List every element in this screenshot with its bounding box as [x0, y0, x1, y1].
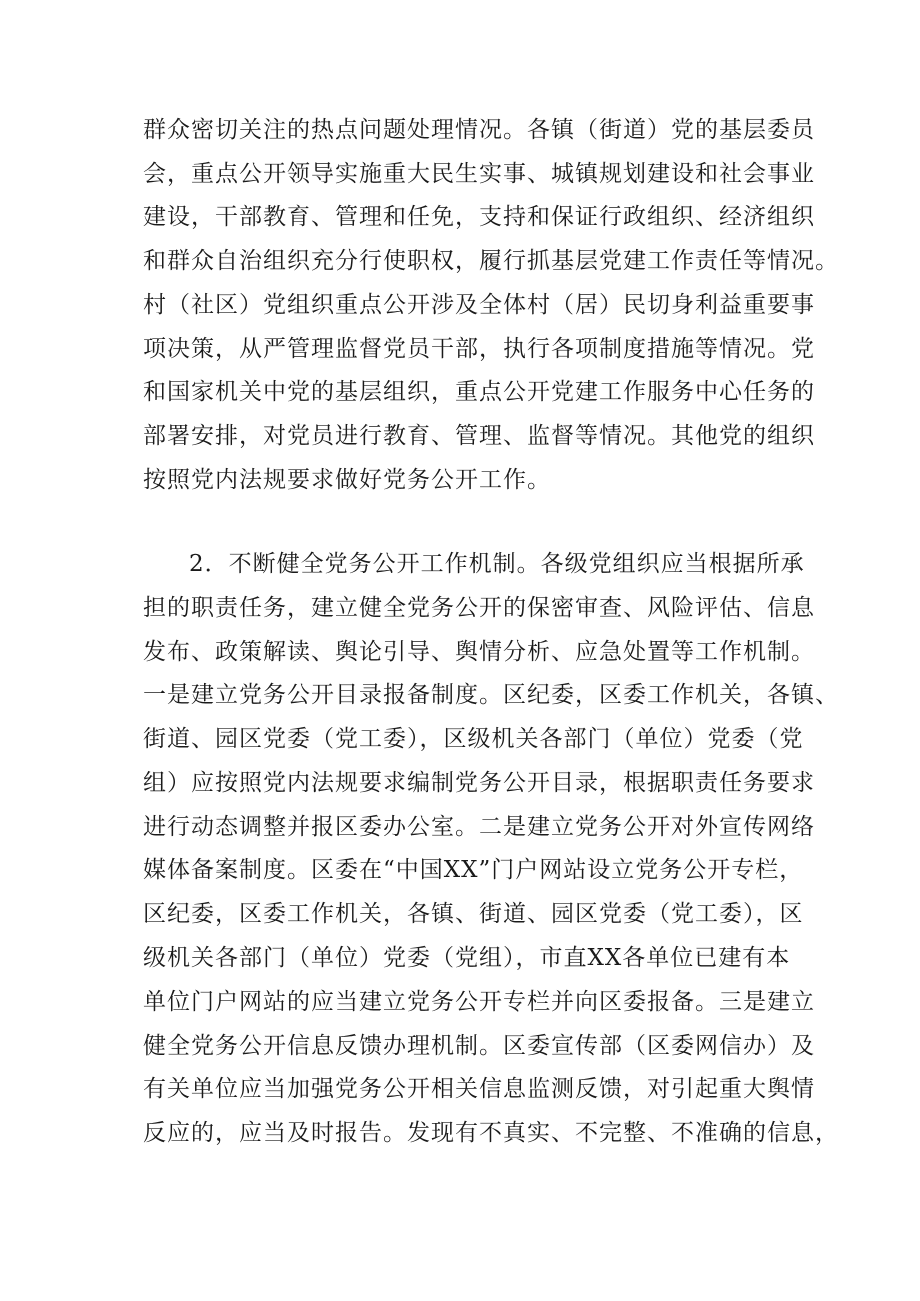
paragraph-1-line-7: 和国家机关中党的基层组织，重点公开党建工作服务中心任务的 — [143, 379, 815, 405]
paragraph-1-line-1: 群众密切关注的热点问题处理情况。各镇（街道）党的基层委员 — [143, 117, 815, 143]
paragraph-1-line-5: 村（社区）党组织重点公开涉及全体村（居）民切身利益重要事 — [143, 292, 815, 318]
paragraph-2-line-14: 反应的，应当及时报告。发现有不真实、不完整、不准确的信息， — [143, 1120, 839, 1146]
paragraph-1-line-2: 会，重点公开领导实施重大民生实事、城镇规划建设和社会事业 — [143, 161, 815, 187]
paragraph-2-line-8: 媒体备案制度。区委在“中国XX”门户网站设立党务公开专栏， — [143, 857, 804, 883]
paragraph-2-line-6: 组）应按照党内法规要求编制党务公开目录，根据职责任务要求 — [143, 770, 815, 796]
paragraph-2-line-11: 单位门户网站的应当建立党务公开专栏并向区委报备。三是建立 — [143, 989, 815, 1015]
paragraph-1-line-6: 项决策，从严管理监督党员干部，执行各项制度措施等情况。党 — [143, 336, 815, 362]
paragraph-2-line-3: 发布、政策解读、舆论引导、舆情分析、应急处置等工作机制。 — [143, 639, 815, 665]
paragraph-2-line-2: 担的职责任务，建立健全党务公开的保密审查、风险评估、信息 — [143, 595, 815, 621]
paragraph-2-line-13: 有关单位应当加强党务公开相关信息监测反馈，对引起重大舆情 — [143, 1076, 815, 1102]
paragraph-1-line-9: 按照党内法规要求做好党务公开工作。 — [143, 467, 551, 493]
paragraph-2-line-4: 一是建立党务公开目录报备制度。区纪委，区委工作机关，各镇、 — [143, 682, 839, 708]
paragraph-1-line-4: 和群众自治组织充分行使职权，履行抓基层党建工作责任等情况。 — [143, 248, 839, 274]
paragraph-2-line-1: 2．不断健全党务公开工作机制。各级党组织应当根据所承 — [189, 551, 805, 577]
paragraph-2-line-12: 健全党务公开信息反馈办理机制。区委宣传部（区委网信办）及 — [143, 1033, 815, 1059]
paragraph-1-line-3: 建设，干部教育、管理和任免，支持和保证行政组织、经济组织 — [143, 204, 815, 230]
paragraph-2-line-7: 进行动态调整并报区委办公室。二是建立党务公开对外宣传网络 — [143, 814, 815, 840]
paragraph-2-line-9: 区纪委，区委工作机关，各镇、街道、园区党委（党工委），区 — [143, 901, 804, 927]
paragraph-1-line-8: 部署安排，对党员进行教育、管理、监督等情况。其他党的组织 — [143, 423, 815, 449]
paragraph-2-line-10: 级机关各部门（单位）党委（党组），市直XX各单位已建有本 — [143, 945, 791, 971]
paragraph-2-line-5: 街道、园区党委（党工委），区级机关各部门（单位）党委（党 — [143, 726, 804, 752]
